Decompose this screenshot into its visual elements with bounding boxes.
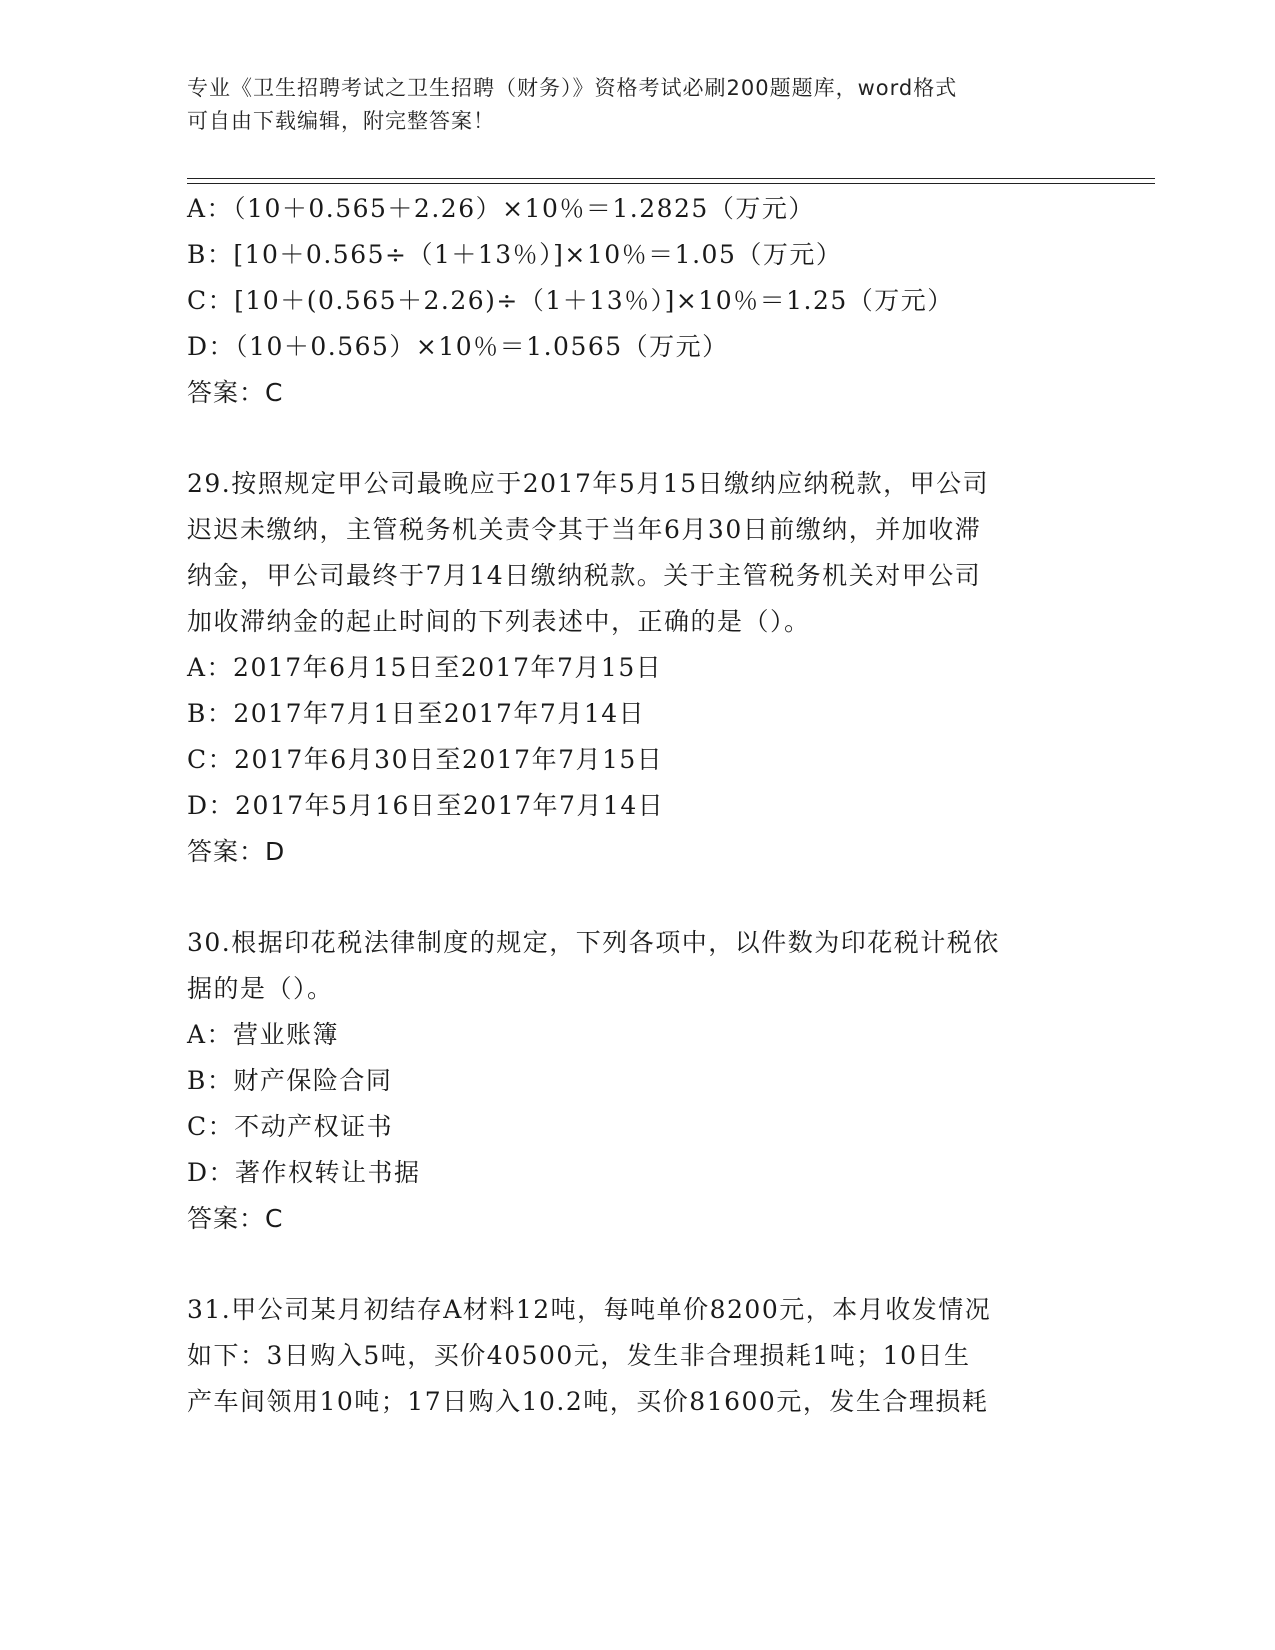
option-c: C：2017年6月30日至2017年7月15日 (187, 745, 664, 774)
document-body (187, 186, 1087, 1425)
option-b: B：2017年7月1日至2017年7月14日 (187, 699, 646, 728)
header-divider-top (187, 178, 1155, 179)
question-text-line: 迟迟未缴纳，主管税务机关责令其于当年6月30日前缴纳，并加收滞 (187, 515, 982, 544)
document-header (187, 72, 1087, 138)
header-title-line-2: 可自由下载编辑，附完整答案！ (187, 109, 495, 133)
question-text-line: 如下：3日购入5吨，买价40500元，发生非合理损耗1吨；10日生 (187, 1341, 971, 1370)
question-text-line: 加收滞纳金的起止时间的下列表述中，正确的是（）。 (187, 607, 811, 636)
answer: 答案：D (187, 837, 286, 866)
question-text-line: 产车间领用10吨；17日购入10.2吨，买价81600元，发生合理损耗 (187, 1387, 989, 1416)
option-d: D：著作权转让书据 (187, 1158, 421, 1187)
spacer (187, 875, 1087, 920)
question-30 (187, 920, 1087, 1242)
option-c: C：不动产权证书 (187, 1112, 394, 1141)
option-a: A：营业账簿 (187, 1020, 340, 1049)
option-a: A：2017年6月15日至2017年7月15日 (187, 653, 663, 682)
question-text-line: 29.按照规定甲公司最晚应于2017年5月15日缴纳应纳税款，甲公司 (187, 469, 990, 498)
option-d: D：2017年5月16日至2017年7月14日 (187, 791, 665, 820)
question-text-line: 据的是（）。 (187, 974, 334, 1003)
question-text-line: 31.甲公司某月初结存A材料12吨，每吨单价8200元，本月收发情况 (187, 1295, 992, 1324)
option-b: B：[10＋0.565÷（1＋13％）]×10％＝1.05（万元） (187, 240, 843, 269)
question-text-line: 30.根据印花税法律制度的规定，下列各项中，以件数为印花税计税依 (187, 928, 1000, 957)
option-c: C：[10＋(0.565＋2.26)÷（1＋13％）]×10％＝1.25（万元） (187, 286, 954, 315)
question-text-line: 纳金，甲公司最终于7月14日缴纳税款。关于主管税务机关对甲公司 (187, 561, 982, 590)
option-d: D：（10＋0.565）×10％＝1.0565（万元） (187, 332, 729, 361)
spacer (187, 416, 1087, 461)
question-28 (187, 186, 1087, 416)
option-b: B：财产保险合同 (187, 1066, 393, 1095)
header-title-line-1: 专业《卫生招聘考试之卫生招聘（财务）》资格考试必刷200题题库，word格式 (187, 76, 958, 100)
question-29 (187, 461, 1087, 875)
question-31 (187, 1287, 1087, 1425)
header-divider-bottom (187, 183, 1155, 184)
option-a: A：（10＋0.565＋2.26）×10％＝1.2825（万元） (187, 194, 815, 223)
spacer (187, 1242, 1087, 1287)
answer: 答案：C (187, 378, 284, 407)
answer: 答案：C (187, 1204, 284, 1233)
